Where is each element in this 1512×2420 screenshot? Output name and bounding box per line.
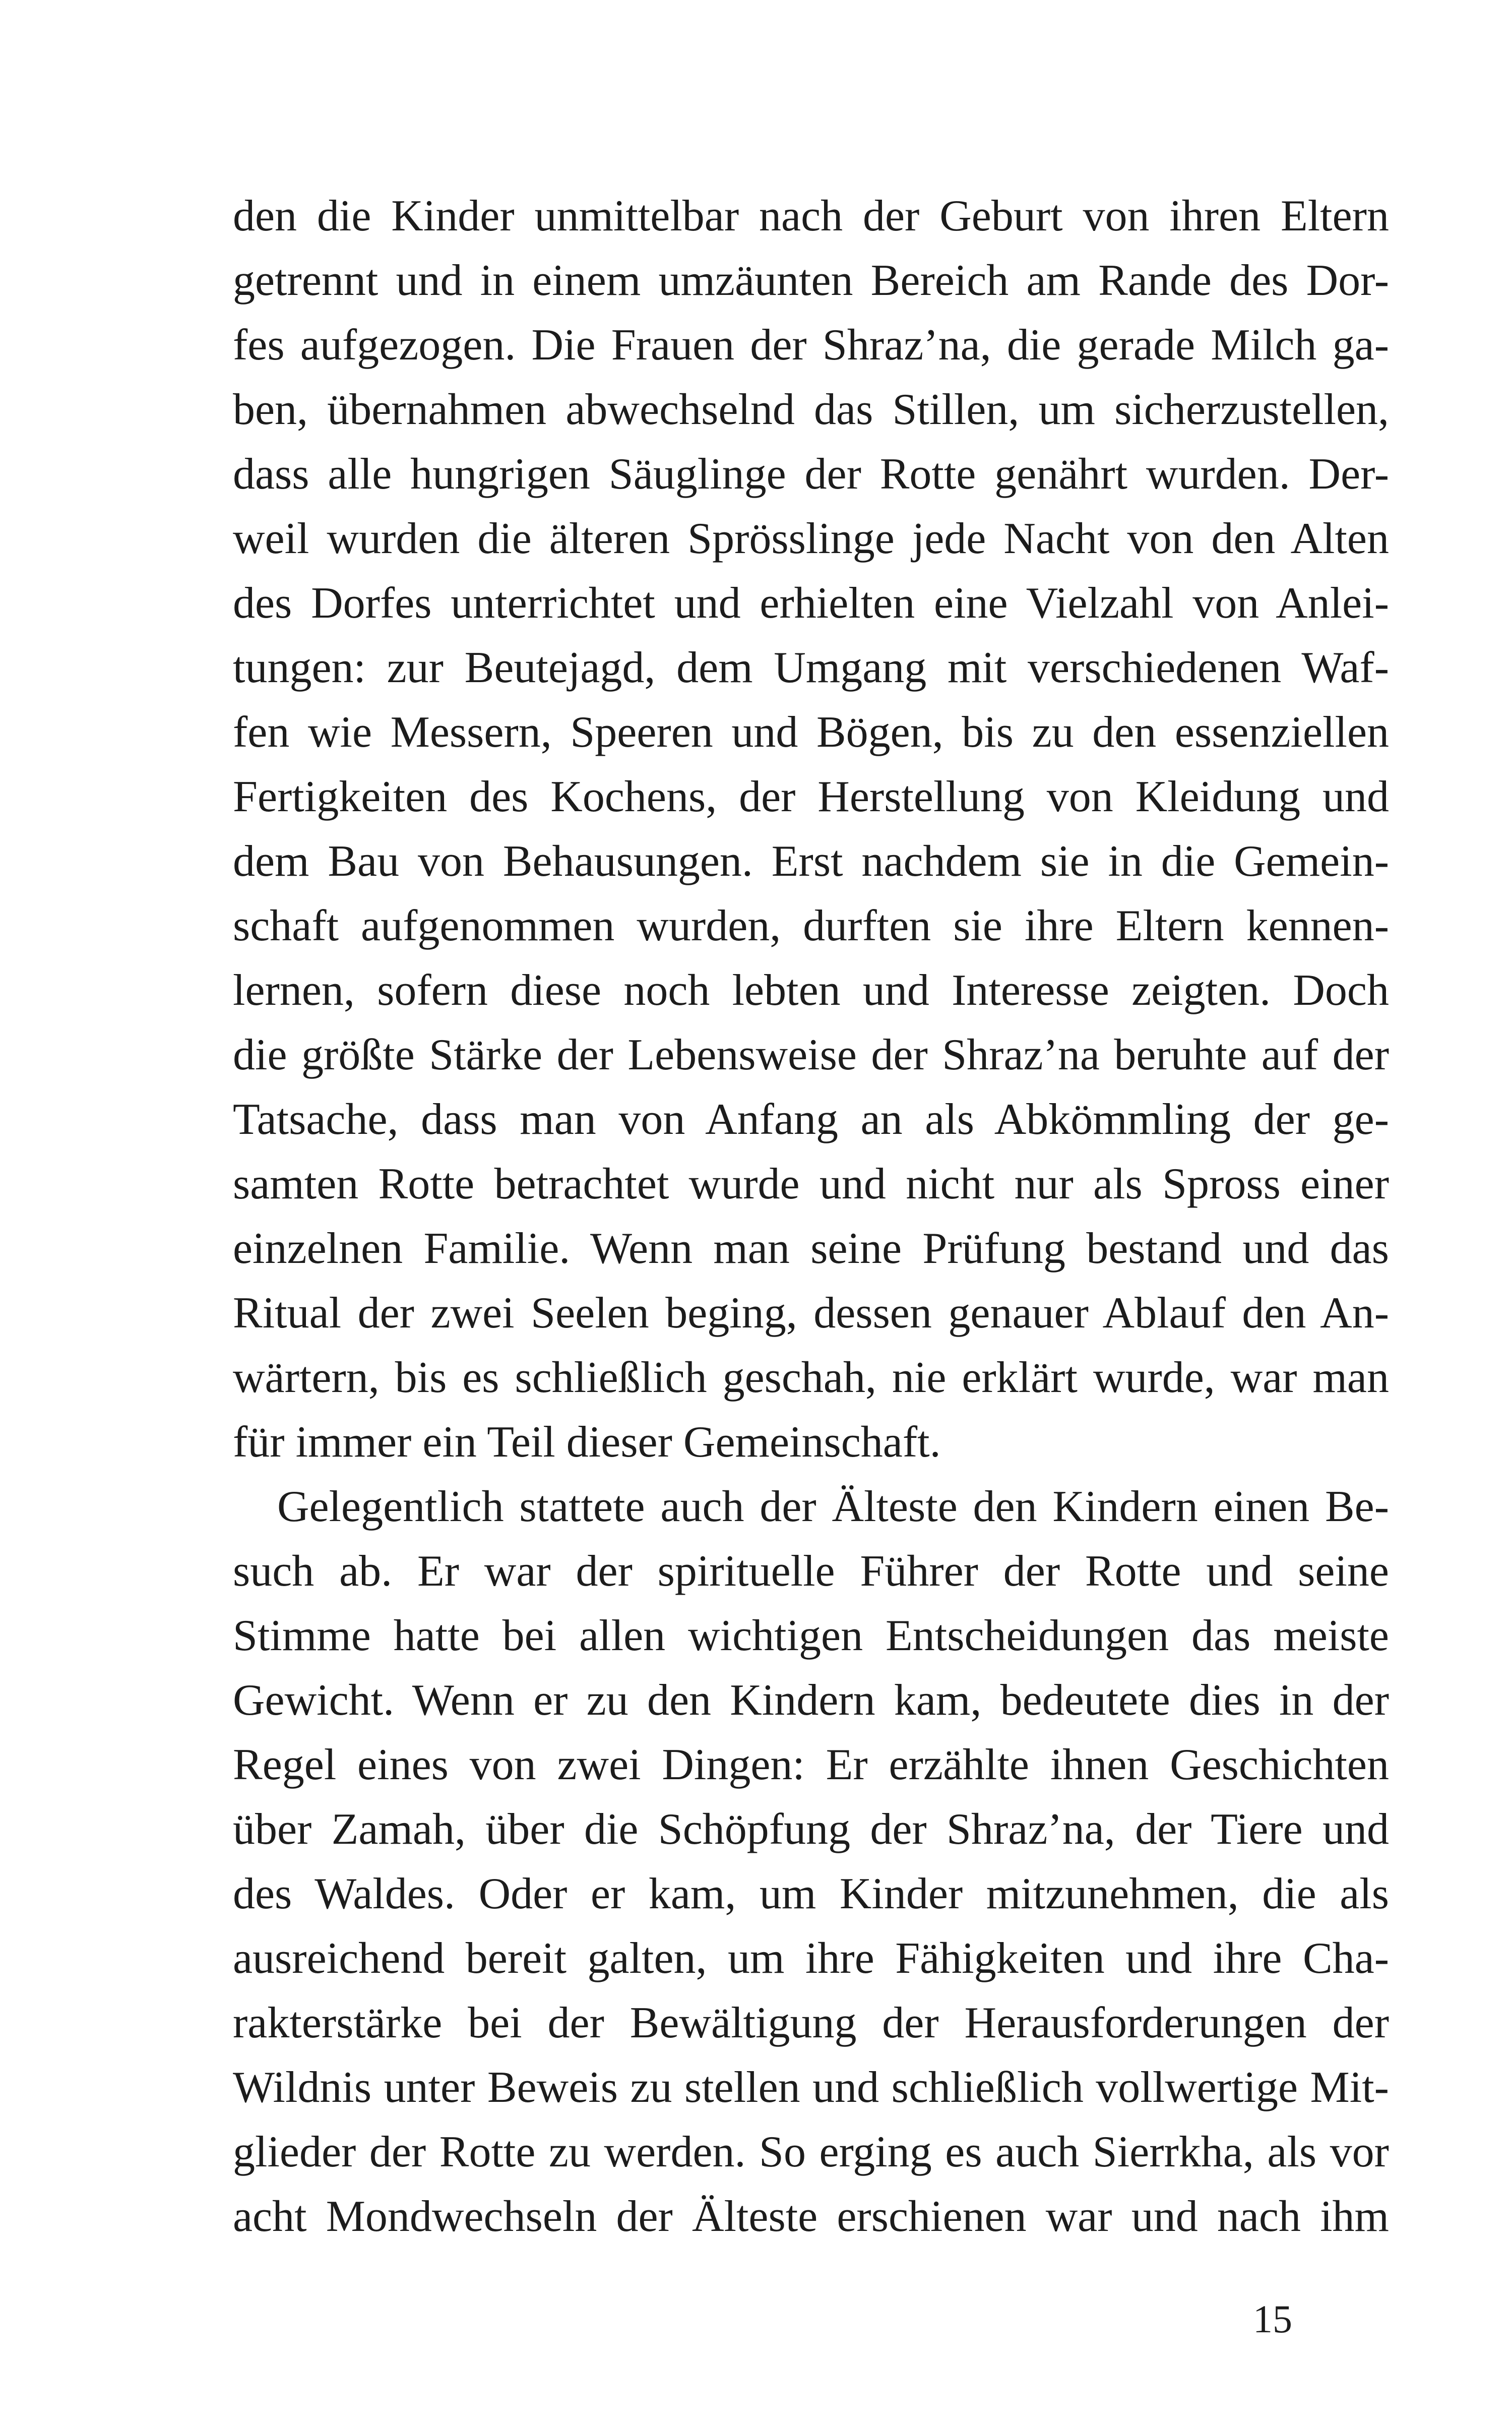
text-line: weil wurden die älteren Sprösslinge jede Nacht von den Alten [233,514,1389,563]
text-line: samten Rotte betrachtet wurde und nicht nur als Spross einer [233,1160,1389,1208]
text-line: dass alle hungrigen Säuglinge der Rotte genährt wurden. Der- [233,450,1389,499]
text-line: fen wie Messern, Speeren und Bögen, bis zu den essenziellen [233,708,1389,757]
text-line: ausreichend bereit galten, um ihre Fähigkeiten und ihre Cha- [233,1934,1389,1983]
text-line: wärtern, bis es schließlich geschah, nie erklärt wurde, war man [233,1353,1389,1402]
text-line: ben, übernahmen abwechselnd das Stillen, um sicherzustellen, [233,385,1389,434]
text-line: such ab. Er war der spirituelle Führer der Rotte und seine [233,1547,1389,1596]
text-line: Regel eines von zwei Dingen: Er erzählte ihnen Geschichten [233,1740,1389,1789]
text-line: über Zamah, über die Schöpfung der Shraz’na, der Tiere und [233,1805,1389,1854]
text-line: Fertigkeiten des Kochens, der Herstellung von Kleidung und [233,772,1389,821]
text-line: getrennt und in einem umzäunten Bereich am Rande des Dor- [233,256,1389,305]
text-line: fes aufgezogen. Die Frauen der Shraz’na, die gerade Milch ga- [233,321,1389,370]
text-line: lernen, sofern diese noch lebten und Interesse zeigten. Doch [233,966,1389,1015]
text-line: glieder der Rotte zu werden. So erging es auch Sierrkha, als vor [233,2128,1389,2176]
text-line: Gewicht. Wenn er zu den Kindern kam, bedeutete dies in der [233,1676,1389,1725]
text-line: Stimme hatte bei allen wichtigen Entscheidungen das meiste [233,1611,1389,1660]
text-line: Ritual der zwei Seelen beging, dessen genauer Ablauf den An- [233,1289,1389,1338]
page-number: 15 [1253,2297,1292,2341]
text-line: tungen: zur Beutejagd, dem Umgang mit verschiedenen Waf- [233,643,1389,692]
text-line: des Dorfes unterrichtet und erhielten eine Vielzahl von Anlei- [233,579,1389,628]
text-line: den die Kinder unmittelbar nach der Geburt von ihren Eltern [233,192,1389,240]
paragraph-1 [233,184,1389,1475]
text-line: des Waldes. Oder er kam, um Kinder mitzunehmen, die als [233,1869,1389,1918]
paragraph-2 [233,1475,1389,2249]
text-line: für immer ein Teil dieser Gemeinschaft. [233,1418,941,1467]
text-line: schaft aufgenommen wurden, durften sie ihre Eltern kennen- [233,901,1389,950]
text-line: einzelnen Familie. Wenn man seine Prüfung bestand und das [233,1224,1389,1273]
text-line: Wildnis unter Beweis zu stellen und schließlich vollwertige Mit- [233,2063,1389,2112]
text-line: Gelegentlich stattete auch der Älteste den Kindern einen Be- [277,1482,1389,1531]
text-line: dem Bau von Behausungen. Erst nachdem sie in die Gemein- [233,837,1389,886]
text-line: rakterstärke bei der Bewältigung der Herausforderungen der [233,1999,1389,2047]
text-line: Tatsache, dass man von Anfang an als Abkömmling der ge- [233,1095,1389,1144]
body-text [233,184,1389,2249]
text-line: acht Mondwechseln der Älteste erschienen war und nach ihm [233,2192,1389,2241]
text-line: die größte Stärke der Lebensweise der Shraz’na beruhte auf der [233,1031,1389,1079]
